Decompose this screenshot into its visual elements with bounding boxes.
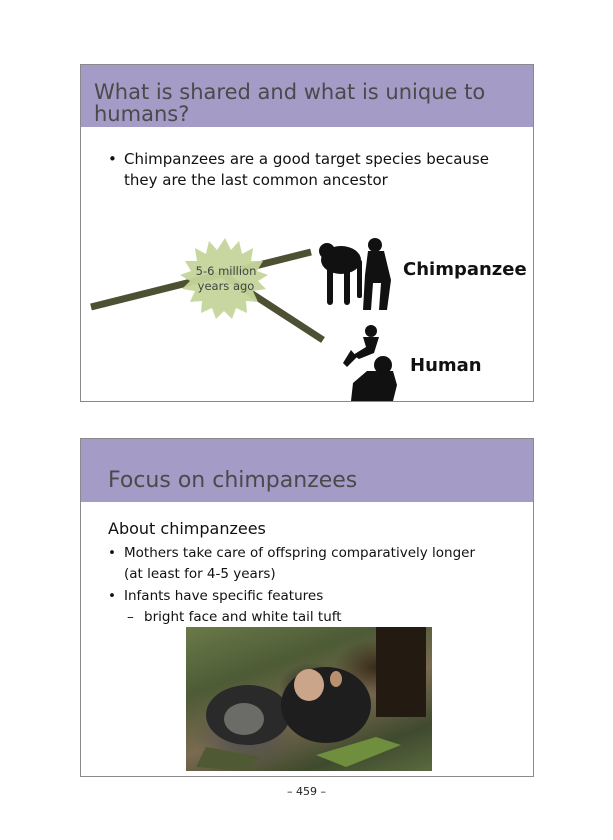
bullet-text: Chimpanzees are a good target species because they are the last common ancestor bbox=[124, 150, 489, 189]
page-number: – 459 – bbox=[287, 785, 326, 798]
human-silhouette bbox=[343, 325, 397, 401]
slide-shared-unique bbox=[80, 64, 534, 402]
chimpanzee-photo bbox=[186, 627, 432, 771]
bullet-text: Mothers take care of offspring comparatively longer bbox=[124, 545, 476, 561]
bullet-text: Infants have specific features bbox=[124, 588, 324, 604]
bullet-text-cont: (at least for 4-5 years) bbox=[124, 566, 276, 582]
label-human: Human bbox=[410, 355, 482, 376]
bullet-item: • Chimpanzees are a good target species because they are the last common ancestor bbox=[108, 150, 489, 189]
burst-label: 5-6 million years ago bbox=[195, 264, 257, 293]
label-chimpanzee: Chimpanzee bbox=[403, 259, 527, 280]
section-subtitle: About chimpanzees bbox=[108, 519, 266, 538]
bullet-item: • Infants have specific features bbox=[124, 586, 524, 607]
slide-title: Focus on chimpanzees bbox=[108, 468, 358, 493]
bullet-item: • Mothers take care of offspring comparatively longer (at least for 4-5 years) bbox=[124, 543, 524, 585]
phylogeny-diagram bbox=[81, 65, 533, 401]
sub-bullet-item: – bright face and white tail tuft bbox=[144, 607, 524, 628]
chimpanzee-silhouette bbox=[319, 238, 391, 310]
infant-chimp-body bbox=[281, 667, 371, 743]
infant-chimp-face bbox=[294, 669, 324, 701]
slide-title: What is shared and what is unique to humans? bbox=[94, 80, 486, 126]
slide-focus-chimpanzees bbox=[80, 438, 534, 777]
sub-bullet-text: bright face and white tail tuft bbox=[144, 609, 342, 625]
